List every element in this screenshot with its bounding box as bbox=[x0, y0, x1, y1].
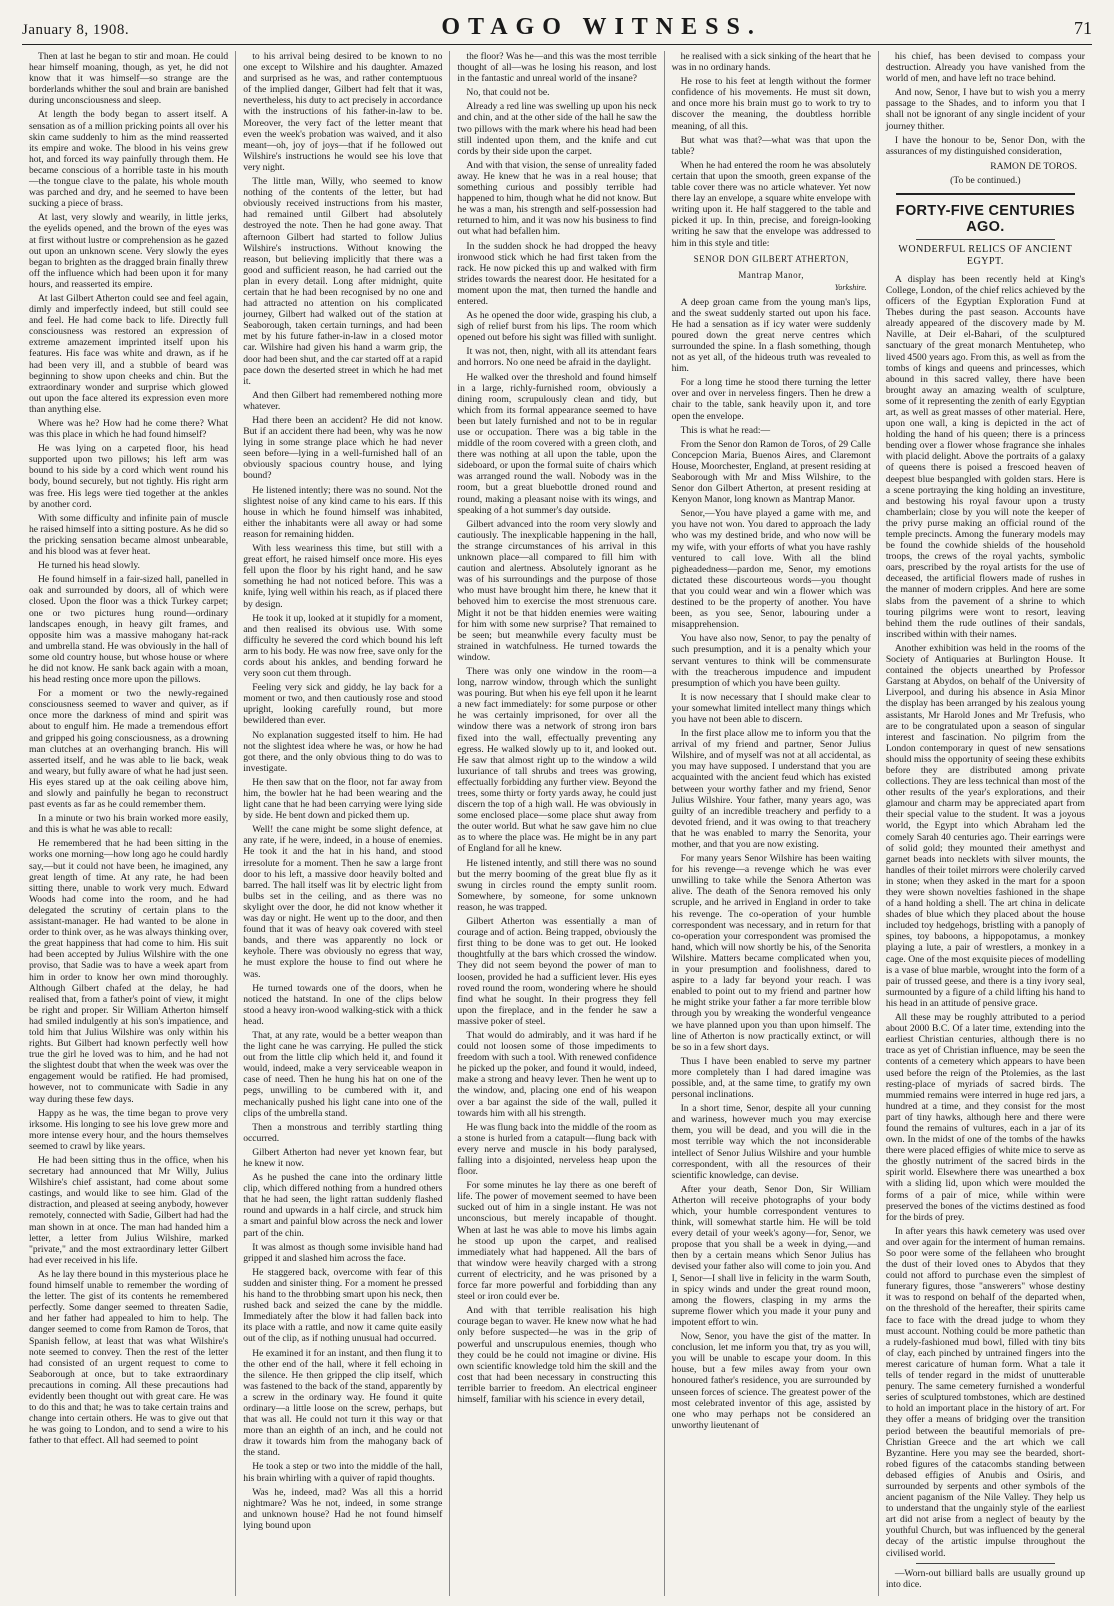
paragraph: In the first place allow me to inform you that the arrival of my friend and partner, Senor Julius Wilshire, and of myself was not at all accidental, as you may have supposed. I understand that you are acquainted with the ancient feud which has existed between your worthy father and my friend, Senor Julius Wilshire. Your father, many years ago, was guilty of an incredible treachery and perfidy to a devoted friend, and it was owing to that treachery that he was enabled to marry the Senorita, your mother, and that you are now existing. bbox=[671, 728, 871, 850]
paragraph: the floor? Was he—and this was the most terrible thought of all—was he losing his reason, and lost in the fantastic and unreal world of the insane? bbox=[457, 51, 657, 85]
issue-date: January 8, 1908. bbox=[22, 22, 130, 38]
col4-paragraphs-bottom bbox=[672, 297, 871, 1431]
paragraph: It was not, then, night, with all its attendant fears and horrors. No one need be afraid in the daylight. bbox=[457, 346, 657, 369]
column-3 bbox=[450, 51, 664, 1596]
paragraph: He walked over the threshold and found himself in a large, richly-furnished room, obviously a dining room, scrupulously clean and tidy, but which from its formal appearance seemed to have been but lately furnished and not to be in regular use or occupation. There was a big table in the middle of the room covered with a green cloth, and there was nothing at all upon the table, upon the sideboard, or upon the formal suite of chairs which was arranged round the wall. Nobody was in the room, but a great bluebottle droned round and round, making a pleasant noise with its wings, and speaking of a hot summer's day outside. bbox=[457, 371, 657, 516]
paragraph: For a long time he stood there turning the letter over and over in nerveless fingers. Then he drew a chair to the table, sank heavily upon it, and tore open the envelope. bbox=[671, 377, 871, 422]
paragraph: As he opened the door wide, grasping his club, a sigh of relief burst from his lips. The room which opened out before his sight was filled with sunlight. bbox=[457, 310, 657, 344]
paragraph: He found himself in a fair-sized hall, panelled in oak and surrounded by doors, all of which were closed. Upon the floor was a thick Turkey carpet; one or two pictures hung round—ordinary landscapes enough, in heavy gilt frames, and opposite him was a massive mahogany hat-rack and umbrella stand. He was obviously in the hall of some old country house, but whose house or where he did not know. He sank back again with a moan, his head resting once more upon the pillows. bbox=[29, 574, 229, 686]
paragraph: And then Gilbert had remembered nothing more whatever. bbox=[243, 389, 443, 412]
paragraph: He had been sitting thus in the office, when his secretary had announced that Mr Willy, Julius Wilshire's chief assistant, had come about some castings, and would like to see him. Glad of the distraction, and pleased at seeing anybody, however remotely, connected with Sadie, Gilbert had had the man shown in at once. The man had handed him a letter, a letter from Julius Wilshire, marked "private," and the most extraordinary letter Gilbert had ever received in his life. bbox=[29, 1155, 229, 1266]
paragraph: to his arrival being desired to be known to no one except to Wilshire and his daughter. Amazed and surprised as he was, and rather contemptuous of the implied danger, Gilbert had felt that it was, nevertheless, his duty to act precisely in accordance with the instructions of his father-in-law to be. Moreover, the very fact of the letter meant that even the week's probation was waived, and it also meant—oh, joy of joys—that if he followed out Wilshire's instructions he would see his love that very night. bbox=[243, 51, 443, 173]
paragraph: As he lay there bound in this mysterious place he found himself unable to remember the wording of the letter. The gist of its contents he remembered perfectly. Some danger seemed to threaten Sadie, and her father had appealed to him to help. The danger seemed to come from Ramon de Toros, that Spanish fellow, at least that was what Wilshire's note seemed to convey. Then the rest of the letter had consisted of an urgent request to come to Seaborough at once, but to take extraordinary precautions in coming. All these precautions had evidently been thought out with great care. He was to do this and that; he was to take certain trains and change into certain others. He was to give out that he was going to London, and to send a wire to his father to that effect. All had seemed to point bbox=[29, 1268, 229, 1447]
envelope-recipient: SENOR DON GILBERT ATHERTON, bbox=[693, 253, 849, 264]
paragraph: That, at any rate, would be a better weapon than the light cane he was carrying. He pulled the stick out from the little clip which held it, and found it would, indeed, make a very serviceable weapon in case of need. Then he hung his hat on one of the pegs, unwilling to be cumbered with it, and mechanically pushed his light cane into one of the clips of the umbrella stand. bbox=[243, 1029, 443, 1119]
col1-paragraphs bbox=[29, 51, 228, 1446]
envelope-county: Yorkshire. bbox=[834, 282, 867, 292]
paragraph: He remembered that he had been sitting in the works one morning—how long ago he could hardly say,—but it could not have been, he imagined, any great length of time. At any rate, he had been sitting there, unable to work very much. Edward Woods had come into the room, and he had delegated the scrutiny of certain plans to the assistant-manager. He had wanted to be alone in order to think over, as he was always thinking over, the great happiness that had come to him. His suit had been accepted by Julius Wilshire with the one proviso, that Sadie was to have a week apart from him in order to know her own mind thoroughly. Although Gilbert chafed at the delay, he had realised that, from a father's point of view, it might be right and proper. Sir William Atherton himself had smiled indulgently at his son's impatience, and told him that Julius Wilshire was only within his rights. But Gilbert had known perfectly well how true the girl he loved was to him, and he had not the slightest doubt that when the week was over the engagement would be ratified. He had promised, however, not to communicate with Sadie in any way during these few days. bbox=[29, 838, 229, 1105]
envelope-address bbox=[672, 254, 871, 293]
paragraph: A display has been recently held at King's College, London, of the chief relics achieved by the officers of the Egyptian Exploration Fund at Thebes during the past season. Accounts have already appeared of the discovery made by M. Naville, at Deir el-Bahari, of the sculptured sanctuary of the great monarch Mentuhetep, who lived 4500 years ago. From this, as well as from the tombs of kings and queens and princesses, which abound in this sacred valley, there have been brought away an amazing wealth of sculpture, some of it representing the zenith of early Egyptian art, as well as great masses of other material. Here, upon one wall, a king is depicted in the act of holding the hand of his queen; there is a princess bending over a flower whose fragrance she inhales with placid delight. Above the portraits of a galaxy of queens there is poised a frescoed heaven of deepest blue bespangled with golden stars. Here is a scene portraying the king holding an investiture, and bestowing his royal favour upon a trusty chamberlain; close by you will note the keeper of the privy purse making an official round of the temple precincts. Among the funerary models may be found the cowhide shields of the household troops, the crews of the royal yachts, symbolic oars, prescribed by the royal artists for the use of deceased, the artificial flowers made of rushes in the manner of modern cripples. And here are some slabs from the pavement of a shrine to which touring pilgrims were wont to resort, leaving behind them the rude outlines of their sandals, inscribed within with their names. bbox=[885, 273, 1086, 640]
paragraph: After your death, Senor Don, Sir William Atherton will receive photographs of your body which, your humble correspondent ventures to think, will somewhat startle him. He will be told every detail of your week's agony—for, Senor, we propose that you shall be a week in dying,—and then by a certain means which Senor Julius has devised your father also will come to join you. And I, Senor—I shall live in felicity in the warm South, in spicy winds and under the great round moon, among the flowers, clasping in my arms the supreme flower which you made it your puny and impotent effort to win. bbox=[671, 1183, 871, 1328]
paragraph: Thus I have been enabled to serve my partner more completely than I had dared imagine was possible, and, at the same time, to gratify my own personal inclinations. bbox=[671, 1055, 871, 1101]
paragraph: In after years this hawk cemetery was used over and over again for the interment of human remains. So poor were some of the fellaheen who brought the dust of their loved ones to Abydos that they could not afford to purchase even the simplest of funerary figures, those "answerers" whose destiny it was to respond on behalf of the departed when, on the threshold of the hereafter, their spirits came face to face with the dread judge to whom they must account. Nothing could be more pathetic than a rudely-fashioned mud bowl, filled with tiny bits of clay, each pinched by untrained fingers into the merest caricature of human form. What a tale it tells of tender regard in the midst of unutterable penury. The same cemetery furnished a wonderful series of sculptured tombstones, which are destined to hold an important place in the history of art. For they offer a means of bridging over the transition period between the beautiful memorials of pre-Christian Greece and the art which we call Byzantine. Here you may see the bearded, short-robed figures of the catacombs standing between debased effigies of Anubis and Osiris, and surrounded by serpents and other symbols of the ancient paganism of the Nile Valley. They help us to understand that the ungainly style of the earliest art did not arise from a neglect of beauty by the youthful Church, but was influenced by the general decay of the artistic impulse throughout the civilised world. bbox=[885, 1225, 1086, 1559]
paragraph: There was only one window in the room—a long, narrow window, through which the sunlight was pouring. But when his eye fell upon it he learnt a new fact immediately: for some purpose or other he was certainly imprisoned, for over all the window there was a network of strong iron bars fixed into the wall, effectually preventing any egress. He walked slowly up to it, and looked out. He saw that almost right up to the window a wild luxuriance of tall shrubs and trees was growing, effectually forbidding any further view. Beyond the trees, some thirty or forty yards away, he could just discern the top of a high wall. He was obviously in some enclosed place—some place shut away from the outer world. But what he saw gave him no clue as to where the place was. He might be in any part of England for all he knew. bbox=[457, 665, 657, 855]
paragraph: Gilbert advanced into the room very slowly and cautiously. The inexplicable happening in the hall, the strange circumstances of his arrival in this unknown place—all compared to fill him with caution and alertness. Absolutely ignorant as he was of his surroundings and the purpose of those who must have brought him there, he knew that it behoved him to exercise the most strenuous care. Might it not be that hidden enemies were waiting for him with some new surprise? That remained to be seen; but meanwhile every faculty must be strained in watchfulness. He turned towards the window. bbox=[457, 518, 657, 663]
paragraph: he realised with a sick sinking of the heart that he was in no ordinary hands. bbox=[671, 51, 871, 74]
paragraph: This is what he read:— bbox=[680, 424, 771, 436]
col3-paragraphs bbox=[457, 51, 656, 1405]
column-4 bbox=[665, 51, 879, 1596]
paragraph: He examined it for an instant, and then flung it to the other end of the hall, where it fell echoing in the silence. He then gripped the clip itself, which was fastened to the back of the stand, apparently by a screw in the ordinary way. He found it quite ordinary—a little loose on the screw, perhaps, but that was all. He could not turn it this way or that more than an eighth of an inch, and he could not draw it towards him from the mahogany back of the stand. bbox=[243, 1347, 443, 1459]
column-1 bbox=[22, 51, 236, 1596]
paragraph: Where was he? How had he come there? What was this place in which he had found himself? bbox=[29, 418, 229, 441]
paragraph: He listened intently, and still there was no sound but the merry booming of the great blue fly as it swung in circles round the empty sunlit room. Somewhere, by someone, for some unknown reason, he was trapped. bbox=[457, 857, 657, 913]
column-5 bbox=[879, 51, 1092, 1596]
paragraph: The little man, Willy, who seemed to know nothing of the contents of the letter, but had obviously received instructions from his master, had remained until Gilbert had absolutely destroyed the note. Then he had gone away. That afternoon Gilbert had started to follow Julius Wilshire's instructions. Without knowing the reason, but believing implicitly that there was a good and sufficient reason, he had carried out the plan in every detail. Long after midnight, quite certain that he had been recognised by no one and had attracted no attention on his complicated journey, Gilbert had walked out of the station at Seaborough, taken certain turnings, and had been met by his future father-in-law in a closed motor car. Wilshire had given his hand a warm grip, the door had been shut, and the car started off at a rapid pace down the deserted street in which he had met it. bbox=[243, 176, 443, 387]
paragraph: his chief, has been devised to compass your destruction. Already you have vanished from the world of men, and have left no trace behind. bbox=[885, 51, 1086, 85]
paragraph: For a moment or two the newly-regained consciousness seemed to waver and quiver, as if once more the darkness of mind and spirit was about to engulf him. He made a tremendous effort and gripped his going consciousness, as a drowning man clutches at an overhanging branch. His will asserted itself, and he was able to lie back, weak and weary, but fully aware of what he had just seen. His eyes stared up at the oak ceiling above him, and slowly and painfully he began to reconstruct past events as far as he could remember them. bbox=[29, 688, 229, 811]
paragraph: In a short time, Senor, despite all your cunning and wariness, however much you may exercise them, you will be dead, and you will die in the most terrible way which the not inconsiderable intellect of Senor Julius Wilshire and your humble correspondent, with all the resources of their scientific knowledge, can devise. bbox=[671, 1103, 871, 1181]
paragraph: When he had entered the room he was absolutely certain that upon the smooth, green expanse of the table cover there was no article whatever. Yet now there lay an envelope, a square white envelope with writing upon it. He half staggered to the table and picked it up. In thin, precise, and foreign-looking writing he saw that the envelope was addressed to him in this style and title: bbox=[671, 159, 871, 249]
paragraph: Then a monstrous and terribly startling thing occurred. bbox=[243, 1121, 443, 1144]
article-headline: FORTY-FIVE CENTURIES AGO. bbox=[895, 202, 1076, 235]
paragraph: Another exhibition was held in the rooms of the Society of Antiquaries at Burlington House. It contained the objects unearthed by Professor Garstang at Abydos, on behalf of the University of Liverpool, and during his absence in Asia Minor the display has been arranged by his zealous young assistants, Mr Harold Jones and Mr Trefusis, who are to be congratulated upon a season of singular interest and fascination. No pilgrim from the London contemporary in quest of new sensations should miss the opportunity of seeing these exhibits before they are distributed among private collections. They are less technical than most of the other results of the year's explorations, and their glamour and charm may be appreciated apart from their special value to the student. It was a joyous world, the Egypt into which Abraham led the comely Sarah 40 centuries ago. Their earrings were of solid gold; they mounted their amethyst and garnet beads into necklets with silver mounts, the handles of their toilet mirrors were cholerily carved in stone; when they asked in the mart for a spoon they were shown novelties fashioned in the shape of a hand holding a shell. The art china in delicate shades of blue which they placed about the house included toy hedgehogs, bristling with a panoply of spines, toy baboons, a hippopotamus, a monkey playing a lute, a pair of wrestlers, a monkey in a cage. One of the most exquisite pieces of modelling is a vase of blue marble, wrought into the form of a pair of trussed geese, and there is a tiny ivory seal, surmounted by a figure of a child lifting his hand to his head in an attitude of pensive grace. bbox=[885, 642, 1086, 1009]
paragraph: Had there been an accident? He did not know. But if an accident there had been, why was he now lying in some strange place which he had never seen before—lying in a well-furnished hall of an obviously spacious country house, and lying bound? bbox=[243, 415, 443, 482]
paragraph: He staggered back, overcome with fear of this sudden and sinister thing. For a moment he pressed his hand to the throbbing smart upon his neck, then rushed back and seized the cane by the middle. Immediately after the blow it had fallen back into its place with a rattle, and now it came quite easily out of the clip, as if nothing unusual had occurred. bbox=[243, 1266, 443, 1345]
article-paragraphs bbox=[886, 274, 1085, 1559]
newspaper-title: OTAGO WITNESS. bbox=[441, 14, 762, 40]
paragraph: Then at last he began to stir and moan. He could hear himself moaning, though, as yet, he did not know that it was himself—so strange are the borderlands whither the soul and brain are banished during unconsciousness and sleep. bbox=[29, 51, 229, 107]
paragraph: But what was that?—what was that upon the table? bbox=[671, 134, 871, 157]
column-2 bbox=[236, 51, 450, 1596]
paragraph: It was almost as though some invisible hand had gripped it and slashed him across the face. bbox=[243, 1241, 443, 1264]
envelope-place: Mantrap Manor, bbox=[738, 269, 805, 280]
col4-paragraphs-top bbox=[672, 51, 871, 249]
footnote-rule bbox=[916, 1563, 1055, 1564]
paragraph: Already a red line was swelling up upon his neck and chin, and at the other side of the hall he saw the two pillows with the mark where his head had been still indented upon them, and the knife and cut cords by their side upon the carpet. bbox=[457, 101, 657, 157]
paragraph: He took it up, looked at it stupidly for a moment, and then realised its obvious use. With some difficulty he severed the cord which bound his left arm to his body. He was now free, save only for the cords about his ankles, and bending forward he very soon cut them through. bbox=[243, 612, 443, 680]
paragraph: For many years Senor Wilshire has been waiting for his revenge—a revenge which he was ever unwilling to take while the Senora Atherton was alive. The death of the Senora removed his only scruple, and he arrived in England in order to take his revenge. The co-operation of your humble correspondent was necessary, and in return for that co-operation your correspondent was promised the hand, which will now shortly be his, of the Senorita Wilshire. Matters became complicated when you, in your presumption and foolishness, dared to aspire to a lady far beyond your reach. I was enabled to point out to my friend and partner how he might strike your father a far more terrible blow through you by wreaking the wonderful vengeance we have planned upon you than upon himself. The line of Atherton is now practically extinct, or will be so in a few short days. bbox=[671, 853, 871, 1053]
paragraph: And with that vision, the sense of unreality faded away. He knew that he was in a real house; that something curious and possibly terrible had happened to him, though what he did not know. But he was a man, his strength and self-possession had returned to him, and it was now his business to find out what had befallen him. bbox=[457, 159, 657, 238]
paragraph: That would do admirably, and it was hard if he could not loosen some of those impediments to freedom with such a tool. With renewed confidence he picked up the poker, and found it would, indeed, make a strong and heavy lever. Then he went up to the window, and, placing one end of his weapon over a bar against the side of the wall, pulled it towards him with all his strength. bbox=[457, 1029, 657, 1119]
paragraph: In a minute or two his brain worked more easily, and this is what he was able to recall: bbox=[29, 813, 229, 836]
section-divider bbox=[896, 193, 1075, 195]
paragraph: You have also now, Senor, to pay the penalty of such presumption, and it is a penalty which your servant ventures to think will be commensurate with the treacherous impudence and impudent presumption of which you have been guilty. bbox=[671, 633, 871, 689]
letter-signature: RAMON DE TOROS. bbox=[990, 160, 1078, 172]
paragraph: Well! the cane might be some slight defence, at any rate, if he were, indeed, in a house of enemies. He took it and the hat in his hand, and stood irresolute for a moment. Then he saw a large front door to his left, a massive door heavily bolted and barred. The hall itself was lit by electric light from bulbs set in the ceiling, and as there was no skylight over the door, he did not know whether it was day or night. He went up to the door, and then found that it was of heavy oak covered with steel bands, and there was apparently no lock or keyhole. There was obviously no egress that way, he must explore the house to find out where he was. bbox=[243, 824, 443, 980]
footnote: —Worn-out billiard balls are usually ground up into dice. bbox=[885, 1567, 1086, 1590]
paragraph: At last, very slowly and wearily, in little jerks, the eyelids opened, and the brown of the eyes was at first without lustre or comprehension as he gazed out upon an unknown scene. Very slowly the eyes began to brighten as the dragged brain finally threw off the influence which had been upon it for many hours, and reasserted its empire. bbox=[29, 212, 229, 290]
paragraph: And now, Senor, I have but to wish you a merry passage to the Shades, and to inform you that I shall not be ignorant of any single incident of your journey thither. bbox=[885, 87, 1086, 132]
paragraph: From the Senor don Ramon de Toros, of 29 Calle Concepcion Maria, Buenos Aires, and Claremont House, Moorchester, England, at present residing at Seaborough with Mr and Miss Wilshire, to the Senor don Gilbert Atherton, at present residing at Kenyon Manor, long known as Mantrap Manor. bbox=[671, 438, 871, 506]
col2-paragraphs bbox=[243, 51, 442, 1531]
paragraph: Gilbert Atherton had never yet known fear, but he knew it now. bbox=[243, 1146, 443, 1169]
paragraph: No explanation suggested itself to him. He had not the slightest idea where he was, or how he had got there, and the only obvious thing to do was to investigate. bbox=[243, 729, 443, 774]
col5-paragraphs bbox=[886, 51, 1085, 157]
paragraph: Happy as he was, the time began to prove very irksome. His longing to see his love grew more and more intense every hour, and the hours themselves seemed to crawl by like years. bbox=[29, 1107, 229, 1152]
paragraph: Feeling very sick and giddy, he lay back for a moment or two, and then cautiously rose and stood upright, looking carefully round, but more bewildered than ever. bbox=[243, 682, 443, 727]
paragraph: All these may be roughly attributed to a period about 2000 B.C. Of a later time, extending into the earliest Christian centuries, although there is no trace as yet of Christian influence, may be seen the contents of a cemetery which appears to have been used before the reign of the Ptolemies, as the last resting-place of myriads of sacred birds. The mummied remains were interred in huge red jars, a hundred at a time, and they consist for the most part of tiny hawks, although here and there were found the remains of vultures, each in a jar of its own. In the midst of one of the tombs of the hawks there were placed effigies of white mice to serve as the ghostly nutriment of the sacred birds in the spirit world. Elsewhere there was unearthed a box with a sliding lid, upon which were moulded the forms of a pair of mice, while within were preserved the bones of the victims destined as food for the birds of prey. bbox=[885, 1012, 1086, 1223]
paragraph: He was flung back into the middle of the room as a stone is hurled from a catapult—flung back with every nerve and muscle in his body paralysed, falling into a disjointed, nerveless heap upon the floor. bbox=[457, 1121, 657, 1178]
paragraph: He listened intently; there was no sound. Not the slightest noise of any kind came to his ears. If this house in which he found himself was inhabited, either the inhabitants were all away or had some reason for remaining hidden. bbox=[243, 484, 443, 540]
paragraph: Now, Senor, you have the gist of the matter. In conclusion, let me inform you that, try as you will, you will be unable to escape your doom. In this house, but a few miles away from your own honoured father's residence, you are surrounded by unseen forces of science. The greatest power of the most celebrated inventor of this age, assisted by one who may perhaps not be considered an unworthy lieutenant of bbox=[671, 1331, 871, 1431]
paragraph: He took a step or two into the middle of the hall, his brain whirling with a quiver of rapid thoughts. bbox=[243, 1461, 443, 1484]
paragraph: At length the body began to assert itself. A sensation as of a million pricking points all over his skin came suddenly to him as the mind reasserted its empire and woke. The blood in his veins grew hot, and forced its way painfully through them. He became conscious of a horrible taste in his mouth—the tongue clave to the palate, his whole mouth was parched and dry, and he seemed to have been sucking a piece of brass. bbox=[29, 109, 229, 210]
paragraph: He turned towards one of the doors, when he noticed the hatstand. In one of the clips below stood a heavy iron-wood walking-stick with a thick head. bbox=[243, 982, 443, 1027]
paragraph: It is now necessary that I should make clear to your somewhat limited intellect many things which you have not been able to discern. bbox=[671, 691, 871, 725]
paragraph: He then saw that on the floor, not far away from him, the bowler hat he had been wearing and the light cane that he had been carrying were lying side by side. He bent down and picked them up. bbox=[243, 776, 443, 822]
article-subhead: WONDERFUL RELICS OF ANCIENT EGYPT. bbox=[898, 243, 1073, 267]
paragraph: I have the honour to be, Senor Don, with the assurances of my distinguished consideration, bbox=[885, 134, 1086, 157]
paragraph: A deep groan came from the young man's lips, and the sweat suddenly started out upon his face. He had a sensation as if icy water were suddenly poured down the great nerve centres which surrounded the spine. In a flash something, though not as yet all, of the hideous truth was revealed to him. bbox=[671, 296, 871, 375]
text-columns bbox=[22, 51, 1092, 1596]
paragraph: Senor,—You have played a game with me, and you have not won. You dared to approach the lady who was my destined bride, and who now will be my wife, with your efforts of what you have rashly ventured to call love. With all the blind pigheadedness—pardon me, Senor, my emotions dictated these discourteous words—you thought that you could wear and win a flower which was destined to be the property of another. You have been, as you see, Senor, labouring under a misapprehension. bbox=[671, 508, 871, 631]
masthead bbox=[22, 14, 1092, 45]
paragraph: He was lying on a carpeted floor, his head supported upon two pillows; his left arm was bound to his side by a cord which went round his body, bound securely, but not tightly. His right arm was free. His legs were tied together at the ankles by another cord. bbox=[29, 443, 229, 510]
paragraph: As he pushed the cane into the ordinary little clip, which differed nothing from a hundred others that he had seen, the light rattan suddenly flashed round and upwards in a half circle, and struck him a smart and painful blow across the neck and lower part of the chin. bbox=[243, 1172, 443, 1239]
paragraph: In the sudden shock he had dropped the heavy ironwood stick which he had first taken from the rack. He now picked this up and walked with firm strides towards the nearest door. He hesitated for a moment upon the mat, then turned the handle and entered. bbox=[457, 240, 657, 307]
paragraph: Was he, indeed, mad? Was all this a horrid nightmare? Was he not, indeed, in some strange and unknown house? Had he not found himself lying bound upon bbox=[243, 1486, 443, 1531]
paragraph: With some difficulty and infinite pain of muscle he raised himself into a sitting posture. As he did so the pricking sensation became almost unbearable, and his blood was at fever heat. bbox=[29, 512, 229, 558]
paragraph: No, that could not be. bbox=[466, 87, 550, 99]
to-be-continued: (To be continued.) bbox=[950, 174, 1021, 186]
paragraph: Gilbert Atherton was essentially a man of courage and of action. Being trapped, obviously the first thing to be done was to get out. He looked thoughtfully at the bars which crossed the window. They did not seem beyond the power of man to loosen, provided he had a sufficient lever. His eyes roved round the room, wondering where he should find what he sought. In their progress they fell upon the fireplace, and in the fender he saw a massive poker of steel. bbox=[457, 916, 657, 1027]
paragraph: At last Gilbert Atherton could see and feel again, dimly and imperfectly indeed, but still could see and feel. He had come back to life. Directly full consciousness was restored an expression of extreme amazement imprinted itself upon his features. His face was white and drawn, as if he had been very ill, and a stubble of beard was beginning to show upon cheeks and chin. But the extraordinary wonder and surprise which glowed out upon the face altered its expression even more than anything else. bbox=[29, 292, 229, 415]
paragraph: And with that terrible realisation his high courage began to waver. He knew now what he had only before suspected—he was in the grip of powerful and unscrupulous enemies, though who they could be he could not imagine or divine. His own scientific knowledge told him the skill and the cost that had been necessary in constructing this terrible barrier to freedom. An electrical engineer himself, familiar with his science in every detail, bbox=[457, 1305, 657, 1405]
paragraph: With less weariness this time, but still with a great effort, he raised himself once more. His eyes fell upon the floor by his right hand, and he saw something he had not noticed before. This was a knife, lying well within his reach, as if placed there by design. bbox=[243, 543, 443, 610]
paragraph: For some minutes he lay there as one bereft of life. The power of movement seemed to have been sucked out of him in a single instant. He was not unconscious, but merely incapable of thought. When at last he was able to move his limbs again he stood up upon the carpet, and realised immediately what had happened. All the bars of that window were heavily charged with a strong current of electricity, and he was prisoned by a force far more powerful and forbidding than any steel or iron could ever be. bbox=[457, 1180, 657, 1303]
paragraph: He turned his head slowly. bbox=[38, 560, 140, 572]
paragraph: He rose to his feet at length without the former confidence of his movements. He must sit down, and once more his brain must go to work to try to discover the meaning, the doubtless horrible meaning, of all this. bbox=[671, 76, 871, 132]
page-number: 71 bbox=[1073, 18, 1092, 38]
headline-rule bbox=[916, 239, 1055, 240]
